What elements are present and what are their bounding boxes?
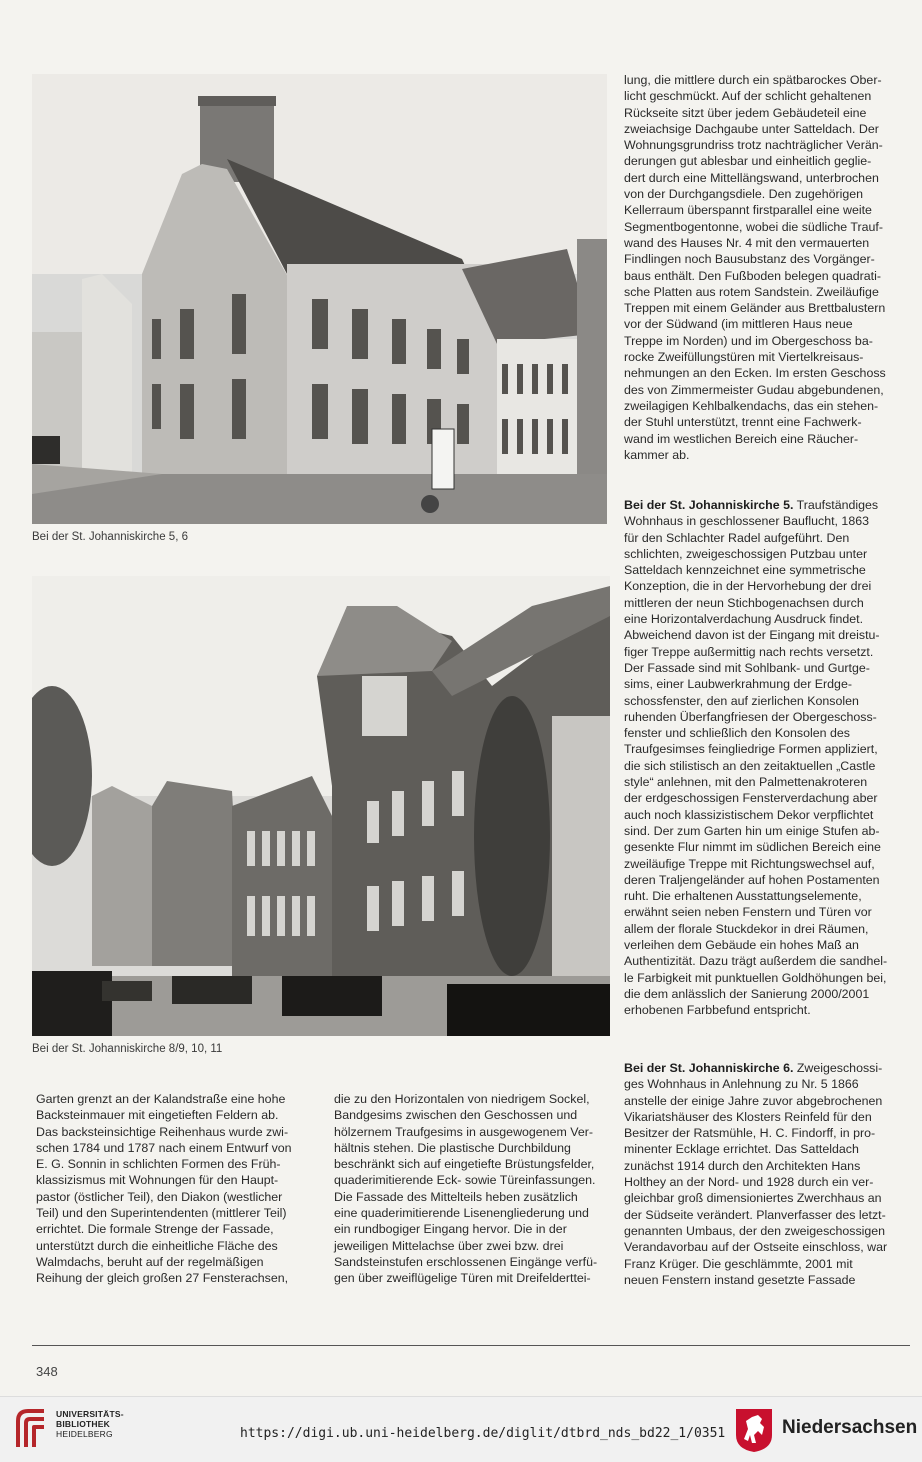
niedersachsen-horse-icon	[734, 1405, 774, 1453]
permalink-url[interactable]: https://digi.ub.uni-heidelberg.de/diglit/dtbrd_nds_bd22_1/0351	[240, 1426, 726, 1441]
entry-heading: Bei der St. Johanniskirche 5.	[624, 498, 794, 512]
footer-divider	[32, 1345, 910, 1346]
photo-johanniskirche-8-9-10-11	[32, 576, 610, 1036]
photo2-caption: Bei der St. Johanniskirche 8/9, 10, 11	[32, 1043, 223, 1055]
bottom-middle-column: die zu den Horizontalen von niedrigem Sockel, Bandgesims zwischen den Geschossen und hölzernem Traufgesims in ausgewogenem Ver- hältnis stehen. Die plastische Durchbildung beschränkt sich auf eingetiefte Brüstungsfelder, quaderimitierende Eck- sowie Türeinfassungen. Die Fassade des Mittelteils heben zusätzlich eine quaderimitierende Lisenengliederung und ein rundbogiger Eingang hervor. Die in der jeweiligen Mittelachse über zwei bzw. drei Sandsteinstufen erschlossenen Eingänge verfü- gen über zweiflügelige Türen mit Dreifelderttei-	[334, 1092, 598, 1286]
photo-johanniskirche-5-6	[32, 74, 607, 524]
digitization-footer	[0, 1396, 922, 1462]
entry-johanniskirche-5: Bei der St. Johanniskirche 5. Traufständiges Wohnhaus in geschlossener Bauflucht, 1863 für den Schlachter Radel aufgeführt. Den schlichten, zweigeschossigen Putzbau unter Satteldach kennzeichnet eine symmetrische Konzeption, die in der Hervorhebung der drei mittleren der neun Stichbogenachsen durch eine Horizontalverdachung Ausdruck findet. Abweichend davon ist der Eingang mit dreistu- figer Treppe außermittig nach rechts versetzt. Der Fassade sind mit Sohlbank- und Gurtge- sims, einer Laubwerkrahmung der Erdge- schossfenster, den auf zierlichen Konsolen ruhenden Überfangfriesen der Obergeschoss- fenster und schließlich den Konsolen des Traufgesimses feingliedrige Formen appliziert, die sich stilistisch an den zeitaktuellen „Castle style“ anlehnen, mit den Palmettenakroteren der erdgeschossigen Fensterverdachung aber auch noch klassizistischem Dekor verpflichtet sind. Der zum Garten hin um einige Stufen ab- gesenkte Flur nimmt im südlichen Bereich eine zweiläufige Treppe mit Richtungswechsel auf, deren Traljengeländer auf hohen Postamenten ruht. Die erhaltenen Ausstattungselemente, erwähnt seien neben Fenstern und Türen vor allem der florale Stuckdekor in drei Räumen, verleihen dem Gebäude ein hohes Maß an Authentizität. Dazu trägt außerdem die sandhel- le Farbigkeit mit punktuellen Goldhöhungen bei, die dem anlässlich der Sanierung 2000/2001 erhobenen Farbbefund entspricht.	[624, 498, 888, 1018]
ub-heidelberg-logo-icon	[10, 1403, 50, 1451]
entry-heading: Bei der St. Johanniskirche 6.	[624, 1061, 794, 1075]
paragraph: lung, die mittlere durch ein spätbarockes Ober- licht geschmückt. Auf der schlicht gehaltenen Rückseite sitzt über jedem Gebäudeteil eine zweiachsige Dachgaube unter Satteldach. Der Wohnungsgrundriss trotz nachträglicher Verän- derungen gut ablesbar und einheitlich geglie- dert durch eine Mittellängswand, unterbrochen von der Durchgangsdiele. Den zugehörigen Kellerraum überspannt firstparallel eine weite Segmentbogentonne, wobei die südliche Trauf- wand des Hauses Nr. 4 mit den vermauerten Findlingen noch Bausubstanz des Vorgänger- baus enthält. Den Fußboden belegen quadrati- sche Platten aus rotem Sandstein. Zweiläufige Treppen mit einem Geländer aus Brettbalustern vor der Südwand (im mittleren Haus neue Treppe im Norden) und im Obergeschoss ba- rocke Zweifüllungstüren mit Viertelkreisaus- nehmungen an den Ecken. Im ersten Geschoss des von Zimmermeister Gudau abgebundenen, zweilagigen Kehlbalkendachs, das ein stehen- der Stuhl unterstützt, trennt eine Fachwerk- wand im westlichen Bereich eine Räucher- kammer ab.	[624, 73, 886, 462]
page-number: 348	[36, 1364, 58, 1379]
entry-johanniskirche-6: Bei der St. Johanniskirche 6. Zweigeschossi- ges Wohnhaus in Anlehnung zu Nr. 5 1866 anstelle der einige Jahre zuvor abgebrochenen Vikariatshäuser des Klosters Reinfeld für den Besitzer der Ratsmühle, H. C. Findorff, in pro- minenter Ecklage errichtet. Das Satteldach zunächst 1914 durch den Architekten Hans Holthey an der Nord- und 1928 durch ein ver- gleichbar groß dimensioniertes Zwerchhaus an der Südseite verändert. Planverfasser des letzt- genannten Umbaus, der den zweigeschossigen Verandavorbau auf der Ostseite einschloss, war Franz Krüger. Die geschlämmte, 2001 mit neuen Fenstern instand gesetzte Fassade	[624, 1061, 888, 1287]
library-name: UNIVERSITÄTS- BIBLIOTHEK HEIDELBERG	[56, 1409, 124, 1439]
bottom-left-column: Garten grenzt an der Kalandstraße eine hohe Backsteinmauer mit eingetieften Feldern ab. Das backsteinsichtige Reihenhaus wurde zwi- schen 1784 und 1787 nach einem Entwurf von E. G. Sonnin in schlichten Formen des Früh- klassizismus mit Wohnungen für den Haupt- pastor (östlicher Teil), den Diakon (westlicher Teil) und den Superintendenten (mittlerer Teil) errichtet. Die formale Strenge der Fassade, unterstützt durch die einheitliche Fläche des Walmdachs, beruht auf der regelmäßigen Reihung der gleich großen 27 Fensterachsen,	[36, 1092, 292, 1286]
photo1-caption: Bei der St. Johanniskirche 5, 6	[32, 531, 188, 543]
right-column-continuation	[624, 72, 906, 463]
partner-name: Niedersachsen	[782, 1417, 918, 1438]
